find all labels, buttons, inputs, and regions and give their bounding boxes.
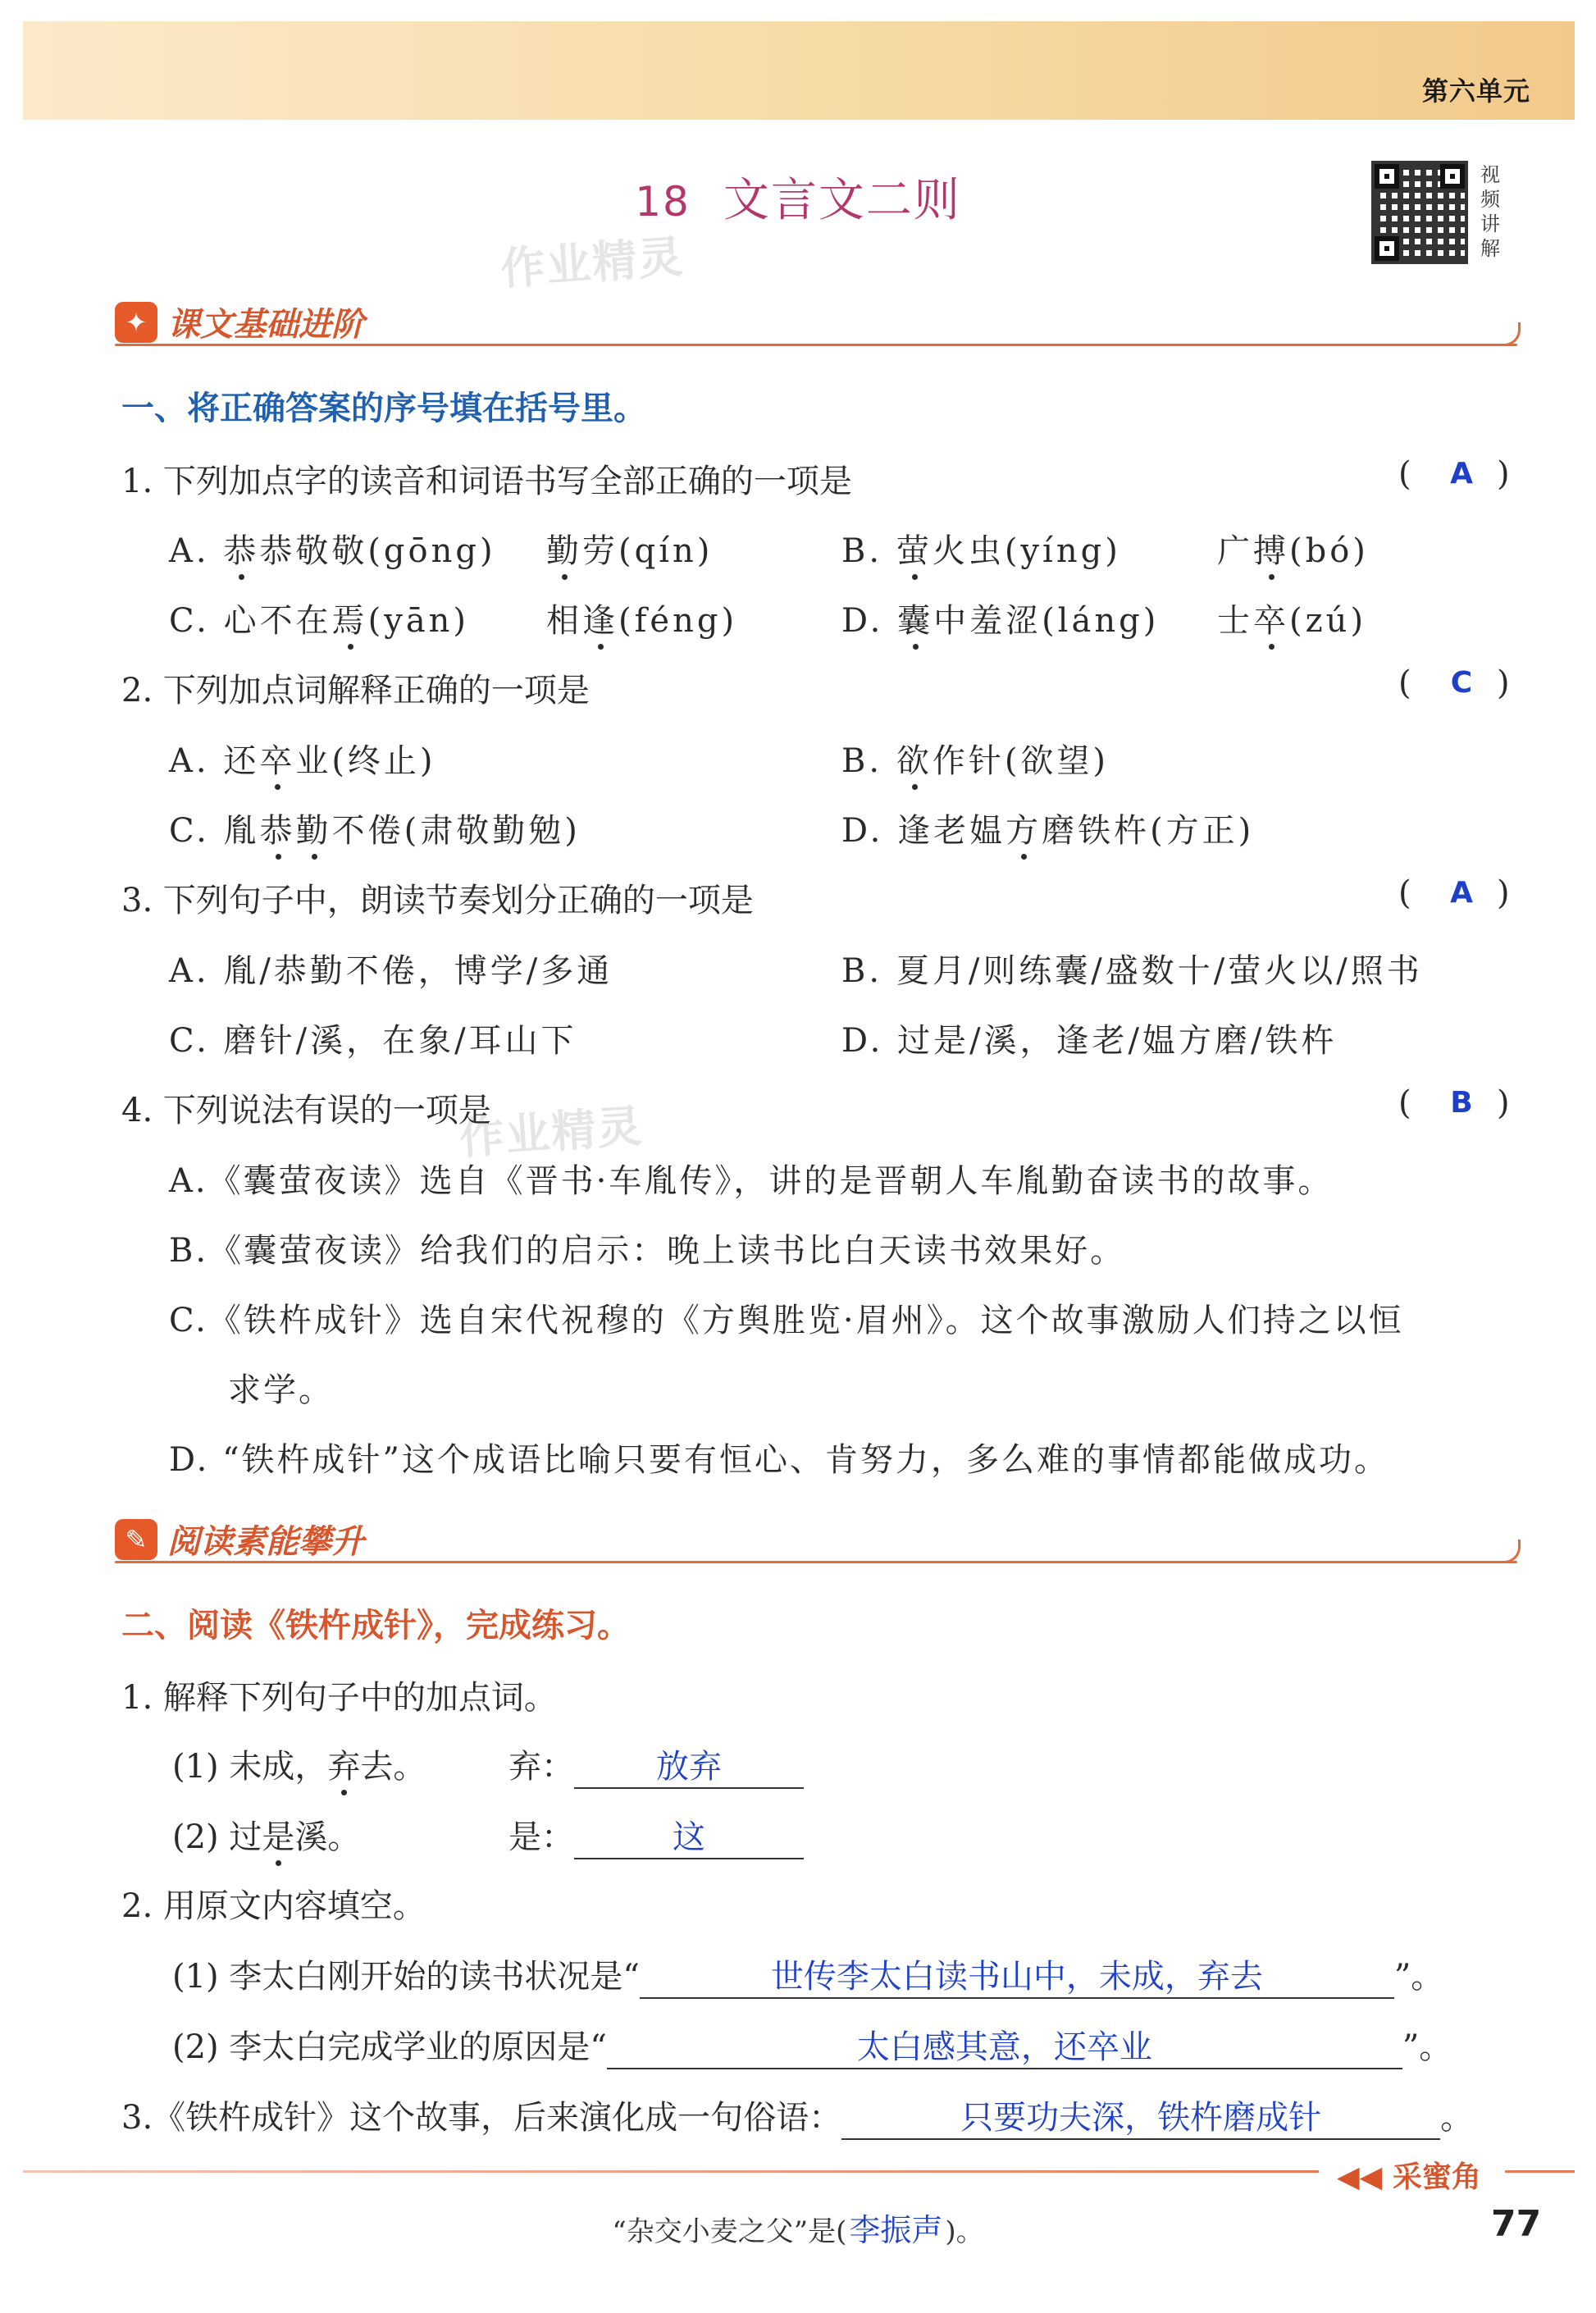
part1-heading: 一、将正确答案的序号填在括号里。 xyxy=(121,390,646,427)
option-d: D. “铁杵成针”这个成语比喻只要有恒心、肯努力，多么难的事情都能做成功。 xyxy=(169,1441,1389,1479)
question-stem: 2. 用原文内容填空。 xyxy=(121,1887,426,1925)
question-stem: 3.《铁杵成针》这个故事，后来演化成一句俗语： 只要功夫深，铁杵磨成针 。 xyxy=(121,2092,1473,2140)
option-d: D. 囊中羞涩(láng) xyxy=(841,595,1159,641)
sub-question-word: 弃： 放弃 xyxy=(508,1740,804,1789)
answer-blank[interactable]: 放弃 xyxy=(574,1740,804,1789)
runner-icon: ✦ xyxy=(115,302,157,343)
footer-brand: ◀◀ 采蜜角 xyxy=(1337,2160,1481,2194)
footer-divider xyxy=(23,2170,1319,2173)
sub-question: (1) 李太白刚开始的读书状况是“ 世传李太白读书山中，未成，弃去 ”。 xyxy=(172,1950,1443,1999)
question-stem: 1. 下列加点字的读音和词语书写全部正确的一项是 xyxy=(121,463,852,500)
section-header-reading xyxy=(115,1511,1517,1568)
answer: A xyxy=(1450,457,1473,490)
answer-paren: ( A ) xyxy=(1398,874,1510,912)
question-stem: 1. 解释下列句子中的加点词。 xyxy=(121,1679,557,1717)
footer-divider-right xyxy=(1505,2170,1575,2173)
footer-note: “杂交小麦之父”是(李振声)。 xyxy=(0,2205,1596,2250)
option-c2: 相逢(féng) xyxy=(546,595,737,641)
sub-question: (2) 李太白完成学业的原因是“ 太白感其意，还卒业 ”。 xyxy=(172,2021,1452,2069)
question-stem: 2. 下列加点词解释正确的一项是 xyxy=(121,672,590,709)
lesson-number: 18 xyxy=(635,178,691,226)
page-number: 77 xyxy=(1491,2203,1542,2245)
answer-paren: ( C ) xyxy=(1398,664,1510,702)
reading-icon: ✎ xyxy=(115,1519,157,1560)
option-c: C. 磨针/溪，在象/耳山下 xyxy=(169,1022,577,1060)
rewind-icon: ◀◀ xyxy=(1337,2160,1383,2194)
option-d: D. 逢老媪方磨铁杵(方正) xyxy=(841,805,1254,851)
option-c: C. 心不在焉(yān) xyxy=(169,595,469,641)
section-title: 阅读素能攀升 xyxy=(167,1523,364,1561)
question-stem: 4. 下列说法有误的一项是 xyxy=(121,1092,491,1129)
option-a2: 勤劳(qín) xyxy=(546,525,713,572)
option-a: A. 还卒业(终止) xyxy=(169,735,436,782)
answer-blank[interactable]: 只要功夫深，铁杵磨成针 xyxy=(841,2092,1440,2140)
option-d2: 士卒(zú) xyxy=(1217,595,1366,641)
answer: C xyxy=(1450,666,1473,700)
qr-code-icon[interactable] xyxy=(1371,161,1470,267)
sub-question-word: 是： 这 xyxy=(508,1811,804,1859)
option-c: C.《铁杵成针》选自宋代祝穆的《方舆胜览·眉州》。这个故事激励人们持之以恒 xyxy=(169,1302,1404,1339)
answer-paren: ( A ) xyxy=(1398,455,1510,493)
part2-heading: 二、阅读《铁杵成针》，完成练习。 xyxy=(121,1607,630,1645)
lesson-title xyxy=(0,164,1596,230)
option-a: A.《囊萤夜读》选自《晋书·车胤传》，讲的是晋朝人车胤勤奋读书的故事。 xyxy=(169,1162,1334,1200)
option-a: A. 恭恭敬敬(gōng) xyxy=(169,525,496,572)
watermark: 作业精灵 xyxy=(499,230,686,295)
option-c: C. 胤恭勤不倦(肃敬勤勉) xyxy=(169,805,581,851)
answer-paren: ( B ) xyxy=(1398,1084,1510,1122)
answer-blank[interactable]: 世传李太白读书山中，未成，弃去 xyxy=(640,1950,1394,1999)
option-b: B.《囊萤夜读》给我们的启示：晚上读书比白天读书效果好。 xyxy=(169,1232,1126,1270)
answer-blank[interactable]: 这 xyxy=(574,1811,804,1859)
option-b: B. 萤火虫(yíng) xyxy=(841,525,1121,572)
option-a: A. 胤/恭勤不倦，博学/多通 xyxy=(169,952,613,990)
section-header-basics xyxy=(115,294,1517,351)
lesson-name: 文言文二则 xyxy=(723,174,961,227)
sub-question: (1) 未成，弃去。 xyxy=(172,1740,426,1787)
option-b: B. 欲作针(欲望) xyxy=(841,735,1109,782)
unit-label: 第六单元 xyxy=(1421,75,1530,107)
qr-label: 视频讲解 xyxy=(1480,163,1500,260)
answer: B xyxy=(1450,1086,1473,1120)
sub-question: (2) 过是溪。 xyxy=(172,1811,360,1858)
option-b: B. 夏月/则练囊/盛数十/萤火以/照书 xyxy=(841,952,1423,990)
answer-blank[interactable]: 太白感其意，还卒业 xyxy=(607,2021,1402,2069)
answer-blank[interactable]: 李振声 xyxy=(849,2212,943,2248)
answer: A xyxy=(1450,876,1473,910)
option-b2: 广搏(bó) xyxy=(1217,525,1369,572)
option-d: D. 过是/溪，逢老/媪方磨/铁杵 xyxy=(841,1022,1338,1060)
watermark: 作业精灵 xyxy=(458,1100,645,1165)
question-stem: 3. 下列句子中，朗读节奏划分正确的一项是 xyxy=(121,882,754,919)
section-title: 课文基础进阶 xyxy=(167,306,364,344)
header-band xyxy=(23,21,1575,120)
option-c-cont: 求学。 xyxy=(228,1371,334,1409)
